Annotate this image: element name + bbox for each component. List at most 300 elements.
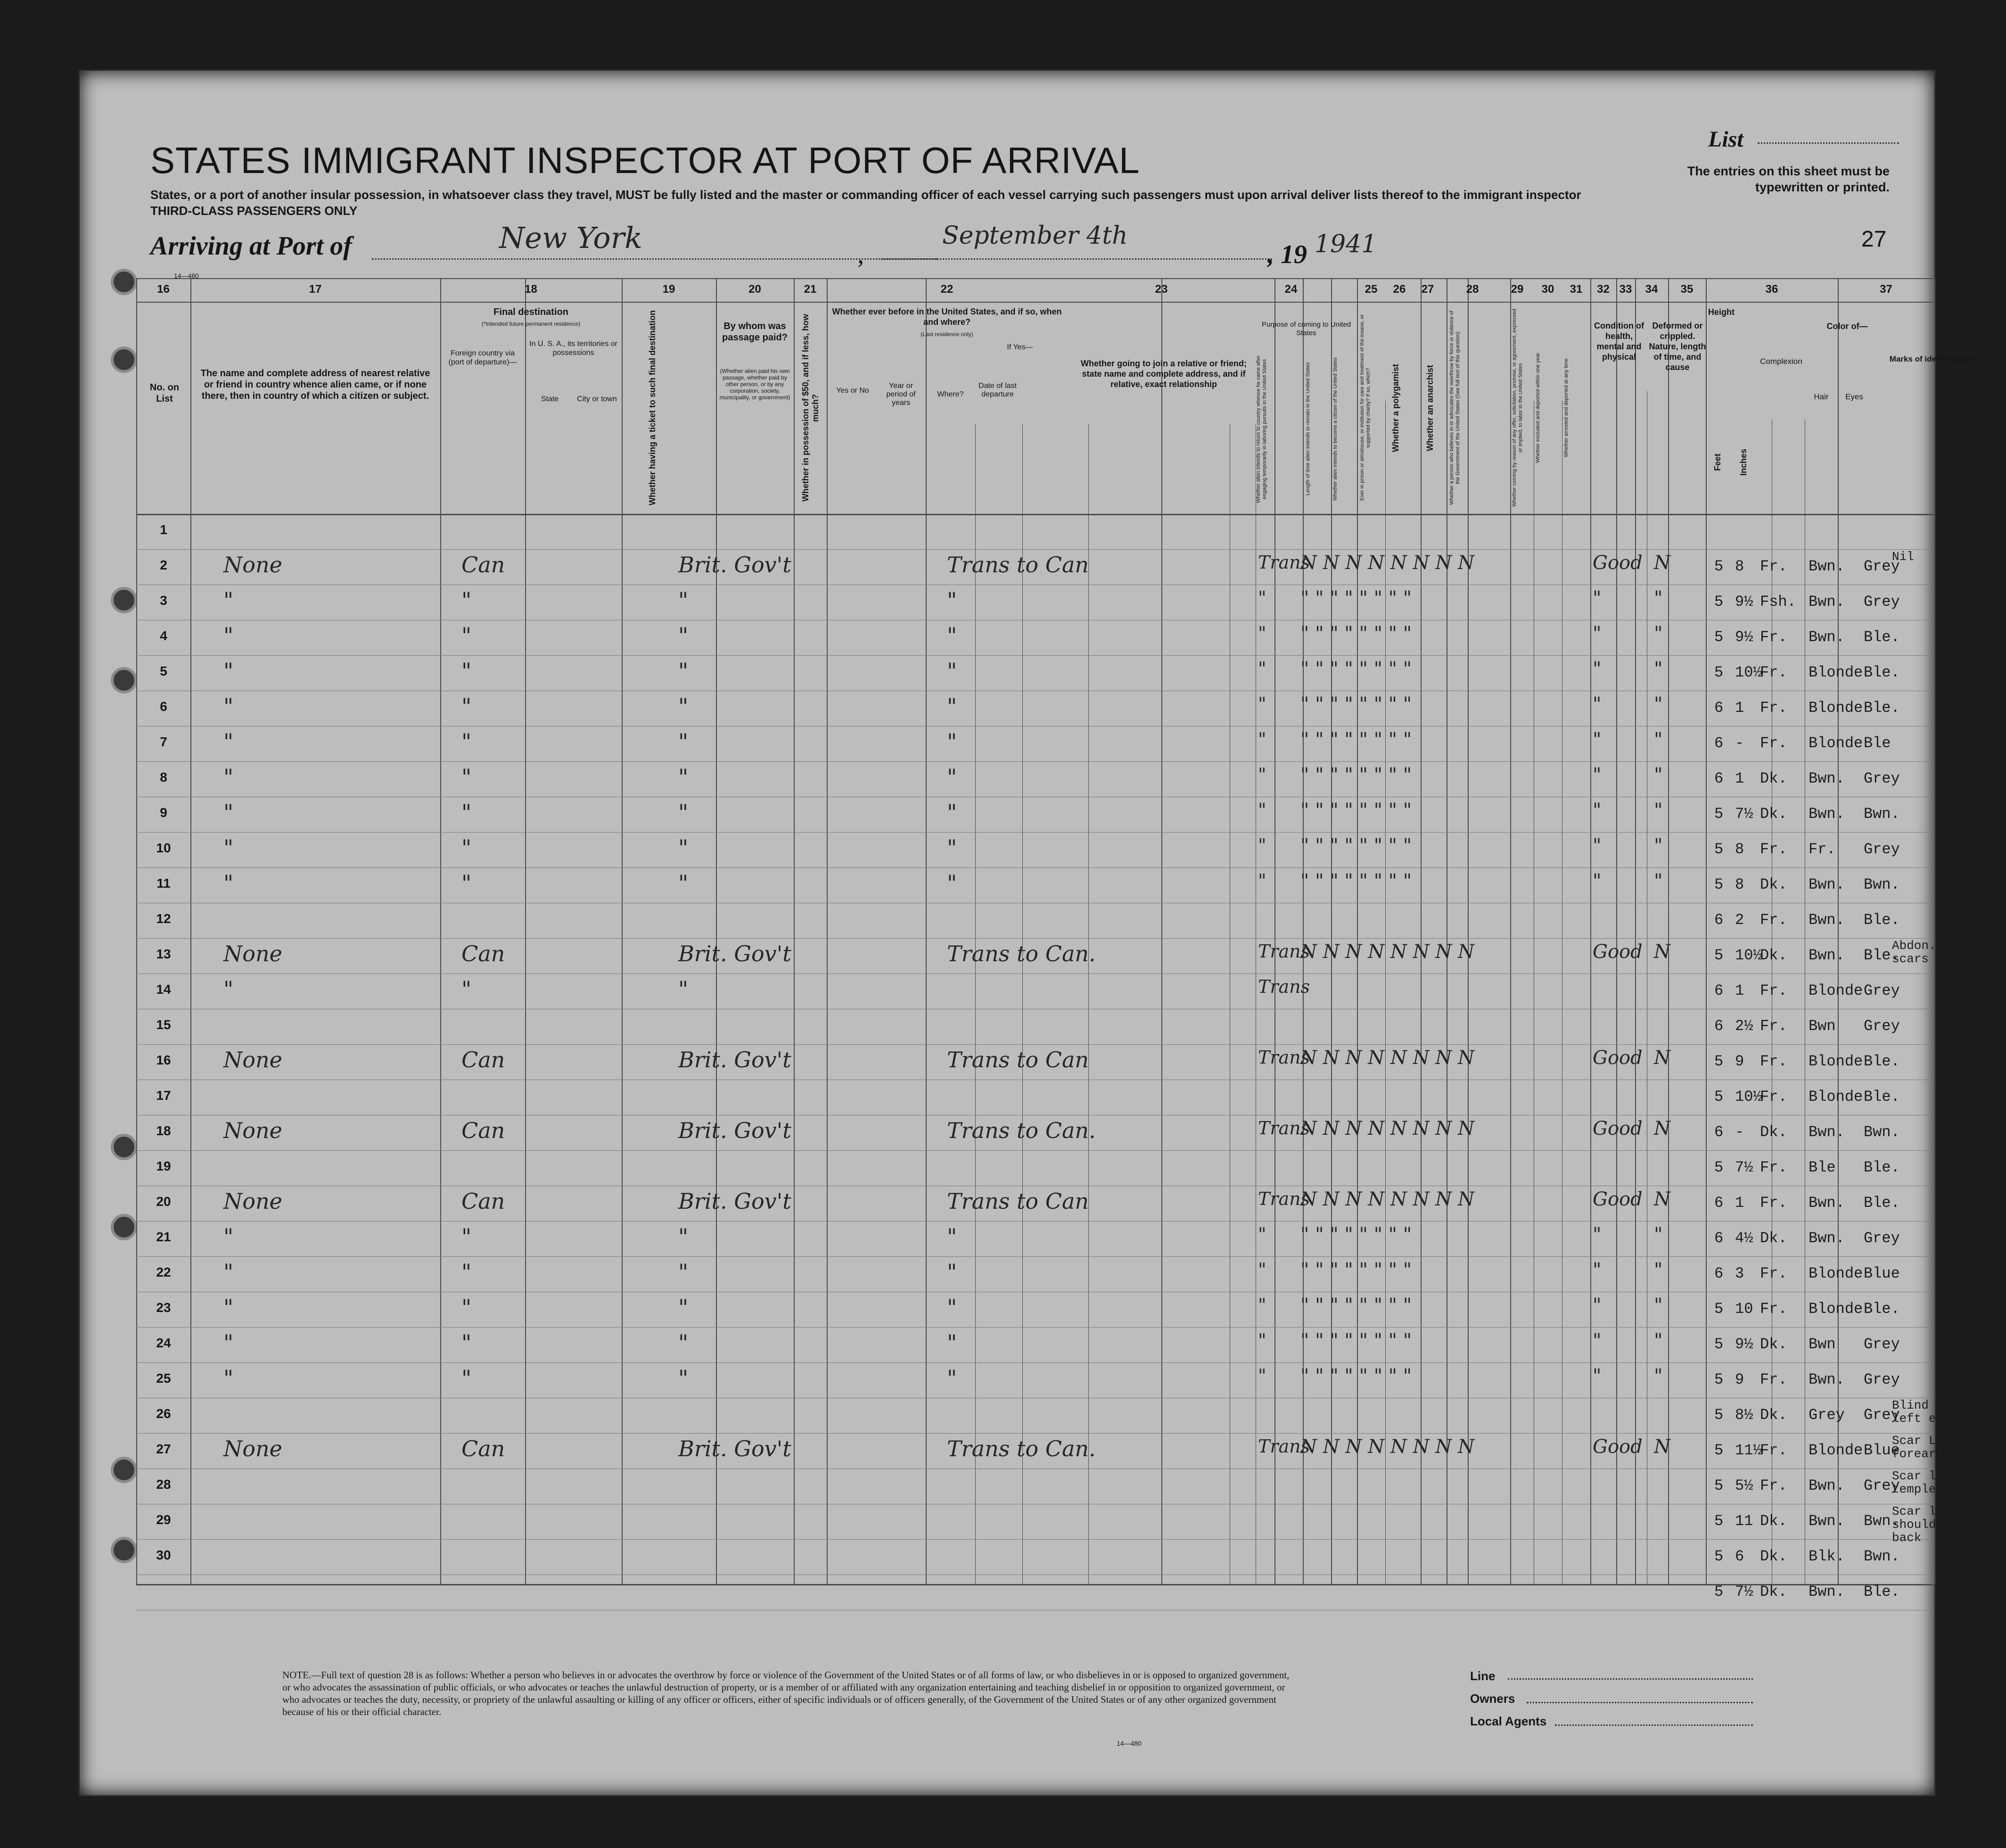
cell-complexion: Fr.: [1760, 1477, 1787, 1494]
cell-complexion: Fr.: [1760, 1017, 1787, 1035]
cell-deformed: N: [1654, 1118, 1670, 1139]
cell-hair: Bwn.: [1809, 947, 1845, 964]
col-marks-header: Marks of identification: [1889, 355, 1975, 363]
cell-relative: ": [223, 587, 234, 613]
cell-complexion: Fr.: [1760, 1442, 1787, 1459]
cell-paid-by: ": [678, 1330, 689, 1355]
binder-hole: [111, 1214, 137, 1240]
cell-purpose: ": [1258, 835, 1266, 856]
cell-hair: Bwn.: [1809, 911, 1845, 929]
cell-foreign-via: ": [461, 729, 472, 754]
cell-relative: None: [223, 1047, 282, 1072]
cell-health: Good: [1593, 552, 1643, 574]
row-rule: [136, 1433, 1934, 1434]
cell-paid-by: ": [678, 1365, 689, 1391]
cell-inches: 1: [1735, 770, 1744, 787]
cell-inches: 1: [1735, 1194, 1744, 1212]
colnum-35: 35: [1680, 283, 1694, 296]
cell-complexion: Dk.: [1760, 1512, 1787, 1530]
cell-complexion: Dk.: [1760, 1336, 1787, 1353]
cell-relative: ": [223, 1330, 234, 1355]
colnum-27: 27: [1421, 283, 1434, 296]
cell-eyes: Grey: [1864, 1477, 1900, 1494]
cell-relative: None: [223, 1188, 282, 1214]
cell-paid-by: ": [678, 623, 689, 648]
question-28-note: NOTE.—Full text of question 28 is as follows: Whether a person who believes in or advocates the overthrow by force or violence of the Government of the United States or of all forms of law, or who disbelieves in or is opposed to organized government, or who advocates the assassination of public officials, or who advocates or teaches the unlawful destruction of property, or is a member of or affiliated with any organization entertaining and teaching disbelief in or opposition to organized government, or who advocates or teaches the duty, necessity, or propriety of the unlawful assaulting or killing of any officer or officers, either of specific individuals or of officers generally, of the Government of the United States or of any other organized government because of his or their official character.: [282, 1669, 1290, 1717]
cell-marks: Scar left temple: [1892, 1469, 1958, 1496]
cell-paid-by: Brit. Gov't: [678, 552, 791, 578]
cell-feet: 5: [1714, 1336, 1724, 1353]
cell-complexion: Dk.: [1760, 1123, 1787, 1141]
col-foreign-via: Foreign country via (port of departure)—: [448, 349, 517, 366]
line-label: Line: [1470, 1669, 1496, 1683]
row-number: 29: [156, 1512, 171, 1527]
cell-feet: 6: [1714, 770, 1724, 787]
cell-paid-by: Brit. Gov't: [678, 941, 791, 966]
binder-hole: [111, 1134, 137, 1160]
row-number: 7: [160, 734, 167, 749]
cell-eyes: Blue: [1864, 1442, 1900, 1459]
binder-hole: [111, 1537, 137, 1563]
owners-label: Owners: [1470, 1691, 1515, 1706]
cell-questions: N N N N N N N N: [1300, 1047, 1475, 1069]
cell-marks: Abdon. scars: [1892, 939, 1936, 966]
row-number: 30: [156, 1548, 171, 1562]
cell-purpose: ": [1258, 1259, 1266, 1280]
col-q30-header: Whether excluded and deported within one year: [1535, 353, 1541, 463]
cell-eyes: Ble.: [1864, 664, 1900, 681]
row-number: 27: [156, 1442, 171, 1456]
col-yesno: Yes or No: [836, 387, 869, 395]
cell-join: ": [947, 1365, 957, 1391]
cell-deformed: ": [1654, 693, 1663, 715]
colnum-17: 17: [309, 283, 322, 296]
cell-inches: 11½: [1735, 1442, 1762, 1459]
cell-eyes: Ble.: [1864, 911, 1900, 929]
cell-inches: 8: [1735, 876, 1744, 893]
cell-join: ": [947, 764, 957, 790]
col-where: Where?: [937, 390, 964, 398]
cell-eyes: Grey: [1864, 1017, 1900, 1035]
row-number: 6: [160, 699, 167, 714]
cell-feet: 5: [1714, 558, 1724, 575]
col-join-header: Whether going to join a relative or friend; state name and complete address, and if relative, exact relationship: [1080, 359, 1247, 389]
cell-feet: 5: [1714, 1406, 1724, 1424]
cell-complexion: Dk.: [1760, 805, 1787, 823]
cell-feet: 6: [1714, 1194, 1724, 1212]
cell-hair: Bwn: [1809, 1017, 1836, 1035]
row-number: 11: [156, 876, 171, 891]
cell-health: ": [1593, 729, 1602, 751]
row-number: 8: [160, 770, 167, 784]
cell-purpose: ": [1258, 1365, 1266, 1386]
cell-health: ": [1593, 1224, 1602, 1246]
cell-feet: 5: [1714, 1088, 1724, 1106]
cell-feet: 5: [1714, 628, 1724, 646]
cell-complexion: Fr.: [1760, 699, 1787, 717]
line-field[interactable]: [1508, 1678, 1753, 1680]
binder-hole: [111, 346, 137, 373]
cell-feet: 6: [1714, 1229, 1724, 1247]
col-before-header: Whether ever before in the United States, and if so, when and where?: [832, 307, 1062, 327]
cell-hair: Blonde: [1809, 1442, 1863, 1459]
cell-join: ": [947, 623, 957, 648]
cell-questions: " " " " " " " ": [1300, 764, 1412, 786]
cell-health: ": [1593, 870, 1602, 892]
row-number: 24: [156, 1336, 171, 1350]
cell-paid-by: ": [678, 800, 689, 825]
form-ref-top: 14—480: [174, 272, 199, 280]
cell-paid-by: ": [678, 729, 689, 754]
cell-health: ": [1593, 658, 1602, 680]
col-health-header: Condition of health, mental and physical: [1594, 321, 1644, 362]
cell-inches: -: [1735, 1123, 1744, 1141]
cell-deformed: N: [1654, 1188, 1670, 1210]
col-destination-header: Final destination: [493, 307, 568, 317]
cell-purpose: ": [1258, 800, 1266, 820]
cell-hair: Grey: [1809, 1406, 1845, 1424]
cell-eyes: Ble.: [1864, 947, 1900, 964]
cell-deformed: ": [1654, 1259, 1663, 1281]
cell-eyes: Bwn.: [1864, 1512, 1900, 1530]
col-hair: Hair: [1814, 392, 1829, 401]
cell-foreign-via: ": [461, 623, 472, 648]
cell-join: Trans to Can.: [947, 1436, 1096, 1461]
passenger-class: THIRD-CLASS PASSENGERS ONLY: [150, 204, 358, 218]
cell-purpose: ": [1258, 764, 1266, 785]
cell-feet: 6: [1714, 699, 1724, 717]
cell-eyes: Bwn.: [1864, 1548, 1900, 1565]
cell-purpose: Trans: [1258, 941, 1310, 962]
cell-purpose: ": [1258, 623, 1266, 644]
cell-questions: " " " " " " " ": [1300, 800, 1412, 821]
row-rule: [136, 761, 1934, 762]
cell-complexion: Dk.: [1760, 1406, 1787, 1424]
cell-relative: ": [223, 870, 234, 896]
cell-purpose: ": [1258, 1224, 1266, 1245]
cell-inches: 5½: [1735, 1477, 1753, 1494]
cell-hair: Blonde: [1809, 1300, 1863, 1318]
cell-health: ": [1593, 1295, 1602, 1316]
cell-deformed: ": [1654, 587, 1663, 609]
cell-health: Good: [1593, 1436, 1643, 1458]
cell-feet: 5: [1714, 1300, 1724, 1318]
row-number: 18: [156, 1123, 171, 1138]
owners-field[interactable]: [1527, 1702, 1753, 1703]
cell-join: ": [947, 1295, 957, 1320]
cell-inches: 10: [1735, 1300, 1753, 1318]
cell-complexion: Fr.: [1760, 841, 1787, 858]
cell-paid-by: ": [678, 764, 689, 790]
colnum-23: 23: [1155, 283, 1168, 296]
col-polygamist-header: Whether a polygamist: [1391, 363, 1400, 452]
cell-eyes: Bwn.: [1864, 805, 1900, 823]
cell-foreign-via: ": [461, 1330, 472, 1355]
cell-questions: " " " " " " " ": [1300, 623, 1412, 644]
cell-health: ": [1593, 1259, 1602, 1281]
row-number: 1: [160, 522, 167, 537]
cell-eyes: Grey: [1864, 770, 1900, 787]
cell-relative: None: [223, 552, 282, 578]
agents-label: Local Agents: [1470, 1714, 1547, 1728]
row-number: 10: [156, 841, 171, 855]
cell-relative: ": [223, 1224, 234, 1249]
row-number: 19: [156, 1159, 171, 1173]
cell-join: ": [947, 1259, 957, 1285]
col-money-header: Whether in possession of $50, and if less, how much?: [801, 314, 820, 502]
cell-complexion: Fr.: [1760, 1088, 1787, 1106]
cell-health: ": [1593, 693, 1602, 715]
cell-foreign-via: ": [461, 870, 472, 896]
cell-deformed: ": [1654, 835, 1663, 857]
cell-health: ": [1593, 764, 1602, 786]
cell-inches: 8½: [1735, 1406, 1753, 1424]
row-rule: [136, 1539, 1934, 1540]
cell-complexion: Fr.: [1760, 1265, 1787, 1282]
row-rule: [136, 867, 1934, 868]
col-feet: Feet: [1713, 453, 1722, 471]
cell-hair: Bwn.: [1809, 1123, 1845, 1141]
cell-questions: " " " " " " " ": [1300, 693, 1412, 715]
port-field[interactable]: [372, 258, 937, 260]
cell-foreign-via: Can: [461, 1118, 505, 1143]
manifest-sheet: [78, 69, 1975, 1797]
cell-relative: ": [223, 835, 234, 860]
cell-feet: 5: [1714, 805, 1724, 823]
cell-complexion: Fr.: [1760, 1194, 1787, 1212]
cell-hair: Bwn: [1809, 1336, 1836, 1353]
cell-feet: 5: [1714, 593, 1724, 610]
cell-join: Trans to Can.: [947, 1118, 1096, 1143]
cell-relative: ": [223, 729, 234, 754]
cell-foreign-via: ": [461, 1365, 472, 1391]
cell-inches: 9½: [1735, 628, 1753, 646]
cell-inches: 2: [1735, 911, 1744, 929]
cell-foreign-via: Can: [461, 1047, 505, 1072]
row-number: 4: [160, 628, 167, 643]
cell-join: ": [947, 729, 957, 754]
cell-join: ": [947, 870, 957, 896]
cell-hair: Blonde: [1809, 734, 1863, 752]
col-relative-header: The name and complete address of nearest relative or friend in country whence alien came, or if none there, then in country of which a citizen or subject.: [200, 368, 430, 401]
cell-join: ": [947, 587, 957, 613]
cell-feet: 5: [1714, 841, 1724, 858]
cell-purpose: ": [1258, 693, 1266, 714]
colnum-28: 28: [1466, 283, 1479, 296]
cell-complexion: Fr.: [1760, 982, 1787, 999]
col-usa: In U. S. A., its territories or possessions: [529, 340, 617, 357]
cell-feet: 6: [1714, 911, 1724, 929]
col-purpose-length: Length of time alien intends to remain in the United States: [1305, 362, 1311, 496]
cell-questions: N N N N N N N N: [1300, 552, 1475, 574]
entries-note: The entries on this sheet must be typewritten or printed.: [1687, 164, 1890, 194]
cell-questions: N N N N N N N N: [1300, 941, 1475, 963]
cell-complexion: Dk.: [1760, 1548, 1787, 1565]
cell-eyes: Grey: [1864, 1406, 1900, 1424]
colnum-37: 37: [1880, 283, 1892, 296]
cell-deformed: ": [1654, 1365, 1663, 1387]
row-number: 23: [156, 1300, 171, 1315]
cell-relative: ": [223, 1295, 234, 1320]
cell-health: Good: [1593, 1188, 1643, 1210]
cell-foreign-via: ": [461, 658, 472, 684]
cell-feet: 5: [1714, 664, 1724, 681]
colnum-34: 34: [1645, 283, 1658, 296]
cell-deformed: ": [1654, 870, 1663, 892]
col-color-header: Color of—: [1826, 322, 1868, 331]
cell-complexion: Fsh.: [1760, 593, 1796, 610]
cell-relative: None: [223, 1118, 282, 1143]
list-number-field[interactable]: [1758, 142, 1899, 144]
cell-paid-by: ": [678, 658, 689, 684]
col-state: State: [541, 395, 559, 403]
col-q28-header: Whether a person who believes in or advocates the overthrow by force or violence of the Government of the United States (See full text of this question): [1449, 310, 1461, 505]
cell-inches: 9½: [1735, 593, 1753, 610]
cell-purpose: ": [1258, 658, 1266, 679]
agents-field[interactable]: [1555, 1724, 1753, 1726]
cell-purpose: Trans: [1258, 1047, 1310, 1068]
col-paid-header: By whom was passage paid?: [722, 321, 788, 343]
cell-feet: 6: [1714, 1017, 1724, 1035]
port-value: New York: [499, 221, 642, 255]
binder-hole: [111, 269, 137, 295]
cell-marks: Blind in left eye: [1892, 1398, 1951, 1426]
colnum-30: 30: [1541, 283, 1554, 296]
cell-join: ": [947, 1330, 957, 1355]
cell-hair: Bwn.: [1809, 805, 1845, 823]
cell-hair: Ble: [1809, 1159, 1836, 1176]
col-city: City or town: [577, 395, 617, 403]
cell-inches: 8: [1735, 558, 1744, 575]
cell-health: Good: [1593, 941, 1643, 963]
cell-inches: 7½: [1735, 1583, 1753, 1600]
cell-purpose: ": [1258, 587, 1266, 608]
date-field[interactable]: [881, 258, 1272, 260]
cell-hair: Blonde: [1809, 1053, 1863, 1070]
cell-paid-by: Brit. Gov't: [678, 1436, 791, 1461]
row-number: 3: [160, 593, 167, 608]
cell-purpose: Trans: [1258, 976, 1310, 997]
row-rule: [136, 1044, 1934, 1045]
colnum-36: 36: [1765, 283, 1778, 296]
col-before-note: (Last residence only): [921, 331, 973, 338]
row-number: 21: [156, 1229, 171, 1244]
cell-hair: Bwn.: [1809, 1512, 1845, 1530]
cell-inches: 7½: [1735, 805, 1753, 823]
cell-inches: 1: [1735, 699, 1744, 717]
colnum-25: 25: [1365, 283, 1378, 296]
cell-deformed: ": [1654, 1295, 1663, 1316]
cell-relative: ": [223, 658, 234, 684]
cell-relative: ": [223, 623, 234, 648]
cell-eyes: Ble.: [1864, 1583, 1900, 1600]
cell-eyes: Grey: [1864, 841, 1900, 858]
cell-inches: 9: [1735, 1053, 1744, 1070]
cell-hair: Bwn.: [1809, 1371, 1845, 1388]
cell-eyes: Ble.: [1864, 1088, 1900, 1106]
cell-inches: 10½: [1735, 1088, 1762, 1106]
cell-feet: 6: [1714, 1265, 1724, 1282]
row-rule: [136, 1256, 1934, 1257]
row-number: 15: [156, 1017, 171, 1032]
cell-purpose: Trans: [1258, 1188, 1310, 1209]
year-prefix: , 19: [1267, 240, 1307, 269]
cell-relative: ": [223, 764, 234, 790]
cell-foreign-via: ": [461, 800, 472, 825]
cell-hair: Bwn.: [1809, 1229, 1845, 1247]
col-purpose-header: Purpose of coming to United States: [1261, 321, 1351, 337]
cell-questions: " " " " " " " ": [1300, 1224, 1412, 1246]
col-deformed-header: Deformed or crippled. Nature, length of time, and cause: [1649, 321, 1706, 372]
cell-feet: 5: [1714, 876, 1724, 893]
cell-health: Good: [1593, 1118, 1643, 1139]
col-q29-header: Whether coming by reason of any offer, solicitation, promise, or agreement, expressed or implied, to labor in the United States: [1512, 309, 1523, 507]
row-number: 22: [156, 1265, 171, 1279]
cell-questions: " " " " " " " ": [1300, 1330, 1412, 1352]
col-purpose-citizen: Whether alien intends to become a citizen of the United States: [1332, 357, 1338, 501]
cell-complexion: Dk.: [1760, 876, 1787, 893]
cell-hair: Bwn.: [1809, 593, 1845, 610]
cell-paid-by: ": [678, 1259, 689, 1285]
cell-purpose: Trans: [1258, 1436, 1310, 1457]
colnum-18: 18: [525, 283, 537, 296]
col-destination-note: (*Intended future permanent residence): [481, 321, 581, 327]
row-number: 20: [156, 1194, 171, 1209]
cell-complexion: Fr.: [1760, 664, 1787, 681]
cell-purpose: ": [1258, 870, 1266, 891]
cell-hair: Bwn.: [1809, 558, 1845, 575]
row-number: 12: [156, 911, 171, 926]
cell-feet: 5: [1714, 1371, 1724, 1388]
cell-relative: ": [223, 693, 234, 719]
cell-questions: N N N N N N N N: [1300, 1188, 1475, 1210]
cell-foreign-via: ": [461, 693, 472, 719]
cell-foreign-via: ": [461, 1224, 472, 1249]
cell-feet: 6: [1714, 734, 1724, 752]
cell-feet: 6: [1714, 982, 1724, 999]
cell-deformed: ": [1654, 1224, 1663, 1246]
binder-hole: [111, 667, 137, 693]
cell-eyes: Ble.: [1864, 1053, 1900, 1070]
cell-complexion: Fr.: [1760, 1159, 1787, 1176]
cell-eyes: Ble.: [1864, 1300, 1900, 1318]
row-rule: [136, 1327, 1934, 1328]
row-number: 13: [156, 947, 171, 961]
binder-hole: [111, 587, 137, 613]
cell-feet: 5: [1714, 1053, 1724, 1070]
cell-questions: " " " " " " " ": [1300, 870, 1412, 892]
cell-join: Trans to Can.: [947, 941, 1096, 966]
cell-inches: 7½: [1735, 1159, 1753, 1176]
cell-relative: ": [223, 976, 234, 1002]
cell-questions: " " " " " " " ": [1300, 587, 1412, 609]
cell-deformed: ": [1654, 764, 1663, 786]
cell-eyes: Blue: [1864, 1265, 1900, 1282]
cell-inches: 9: [1735, 1371, 1744, 1388]
cell-hair: Blonde: [1809, 1265, 1863, 1282]
colnum-32: 32: [1597, 283, 1610, 296]
colnum-16: 16: [157, 283, 170, 296]
cell-eyes: Ble.: [1864, 1194, 1900, 1212]
cell-feet: 5: [1714, 1512, 1724, 1530]
cell-feet: 6: [1714, 1123, 1724, 1141]
col-eyes: Eyes: [1845, 392, 1863, 401]
cell-purpose: Trans: [1258, 552, 1310, 573]
cell-join: Trans to Can: [947, 1047, 1089, 1072]
col-purpose-return: Whether alien intends to return to country whence he came after engaging temporarily in laboring pursuits in the United States: [1256, 355, 1267, 503]
row-rule: [136, 1150, 1934, 1151]
cell-inches: 9½: [1735, 1336, 1753, 1353]
